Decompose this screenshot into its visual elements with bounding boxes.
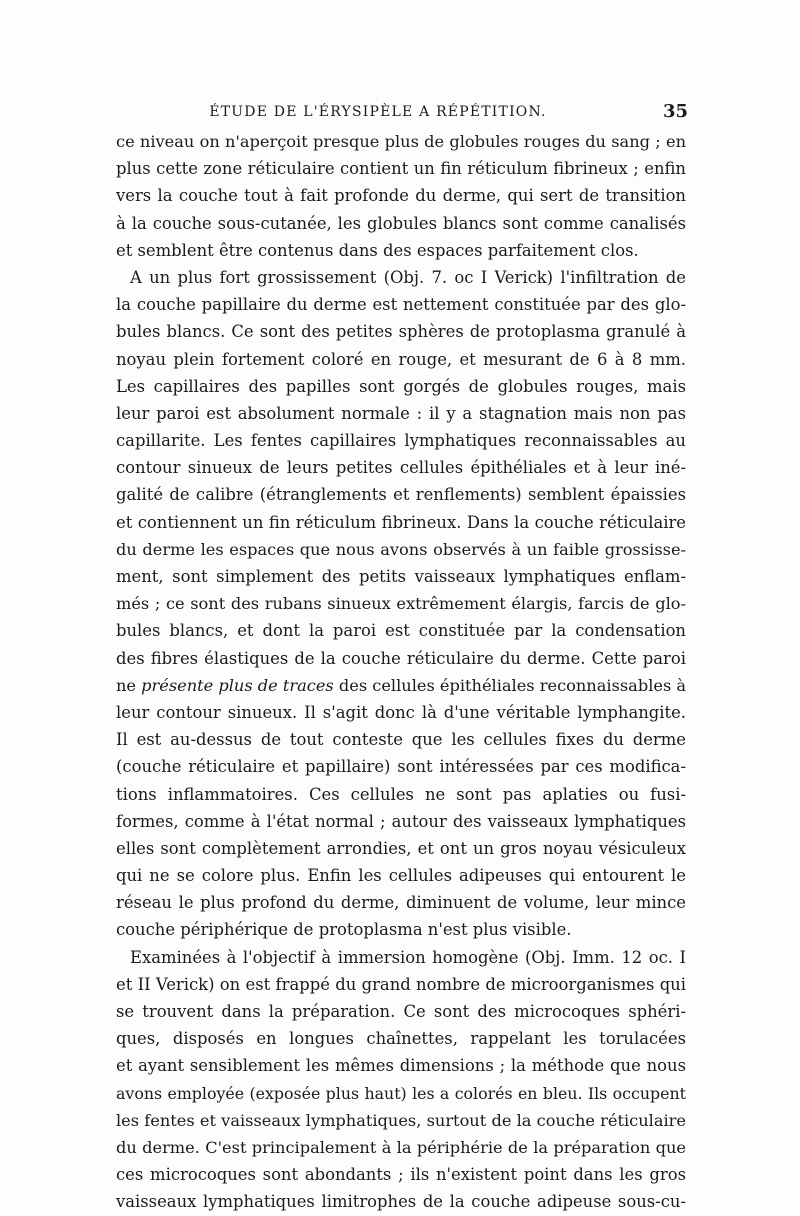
text-line: bules blancs, et dont la paroi est constituée par la condensation [116,621,686,641]
text-line: contour sinueux de leurs petites cellules épithéliales et à leur iné- [116,458,686,478]
text-line: leur contour sinueux. Il s'agit donc là d'une véritable lymphangite. [116,702,686,722]
text-segment: ne [116,675,142,695]
text-line: plus cette zone réticulaire contient un fin réticulum fibrineux ; enfin [116,159,686,179]
text-line: ques, disposés en longues chaînettes, rappelant les torulacées [116,1029,686,1049]
text-line: Examinées à l'objectif à immersion homogène (Obj. Imm. 12 oc. I [130,947,686,967]
text-line: galité de calibre (étranglements et renflements) semblent épaissies [116,485,686,505]
text-line: bules blancs. Ce sont des petites sphères de protoplasma granulé à [116,322,686,342]
text-line: du derme les espaces que nous avons observés à un faible grossisse- [116,539,686,559]
text-line: vaisseaux lymphatiques limitrophes de la couche adipeuse sous-cu- [116,1192,686,1212]
running-head [118,100,688,124]
text-line-with-emphasis [116,672,686,699]
text-line: couche périphérique de protoplasma n'est plus visible. [116,920,572,940]
text-line: du derme. C'est principalement à la périphérie de la préparation que [116,1137,686,1157]
text-line: et semblent être contenus dans des espaces parfaitement clos. [116,240,639,260]
text-line: ce niveau on n'aperçoit presque plus de globules rouges du sang ; en [116,132,686,151]
text-line: les fentes et vaisseaux lymphatiques, surtout de la couche réticulaire [116,1110,686,1130]
emphasized-text: présente plus de traces [141,675,334,695]
body-text [116,128,686,1216]
page-number: 35 [662,101,688,122]
text-line: noyau plein fortement coloré en rouge, et mesurant de 6 à 8 mm. [116,349,686,369]
text-line: elles sont complètement arrondies, et ont un gros noyau vésiculeux [116,838,686,858]
text-line: et II Verick) on est frappé du grand nombre de microorganismes qui [116,974,686,994]
text-line: et contiennent un fin réticulum fibrineux. Dans la couche réticulaire [116,512,686,532]
text-line: més ; ce sont des rubans sinueux extrêmement élargis, farcis de glo- [116,594,686,614]
text-line: tions inflammatoires. Ces cellules ne sont pas aplaties ou fusi- [116,784,686,804]
text-line: capillarite. Les fentes capillaires lymphatiques reconnaissables au [116,431,686,451]
text-line: et ayant sensiblement les mêmes dimensions ; la méthode que nous [116,1056,686,1076]
text-line: qui ne se colore plus. Enfin les cellules adipeuses qui entourent le [116,866,686,886]
text-line: Les capillaires des papilles sont gorgés de globules rouges, mais [116,376,686,396]
text-line: des fibres élastiques de la couche réticulaire du derme. Cette paroi [116,648,686,668]
text-line: la couche papillaire du derme est nettement constituée par des glo- [116,295,686,315]
text-line: à la couche sous-cutanée, les globules blancs sont comme canalisés [116,213,686,233]
text-line: avons employée (exposée plus haut) les a colorés en bleu. Ils occupent [116,1083,686,1103]
running-title: ÉTUDE DE L'ÉRYSIPÈLE A RÉPÉTITION. [209,104,547,120]
text-line: leur paroi est absolument normale : il y a stagnation mais non pas [116,403,686,423]
text-line: ces microcoques sont abondants ; ils n'existent point dans les gros [116,1165,686,1185]
text-line: réseau le plus profond du derme, diminuent de volume, leur mince [116,893,686,913]
text-line: ment, sont simplement des petits vaisseaux lymphatiques enflam- [116,567,686,586]
text-line: formes, comme à l'état normal ; autour des vaisseaux lymphatiques [116,811,686,831]
text-line: se trouvent dans la préparation. Ce sont des microcoques sphéri- [116,1002,686,1021]
text-line: vers la couche tout à fait profonde du derme, qui sert de transition [116,186,686,206]
text-line: Il est au-dessus de tout conteste que les cellules fixes du derme [116,730,686,750]
text-line: (couche réticulaire et papillaire) sont intéressées par ces modifica- [116,757,686,777]
text-line: A un plus fort grossissement (Obj. 7. oc I Verick) l'infiltration de [130,267,686,287]
text-segment: des cellules épithéliales reconnaissables à [333,675,686,695]
